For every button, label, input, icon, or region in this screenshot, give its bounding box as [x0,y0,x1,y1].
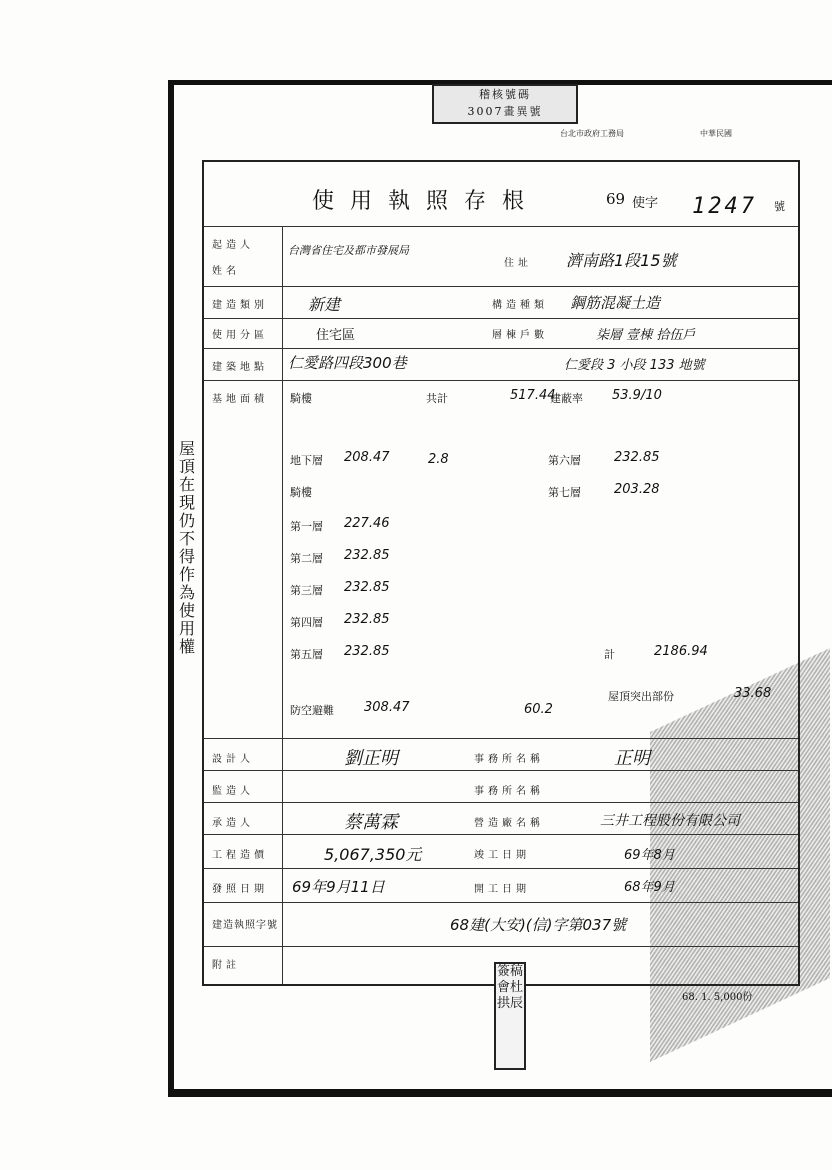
floor1-value: 227.46 [344,516,390,531]
form-word: 使字 [632,196,659,211]
supervisor-label: 監造人 [212,786,254,797]
contractor-label: 承造人 [212,818,254,829]
margin-note: 屋頂在現仍不得作為使用權 [178,439,195,656]
type-value: 新建 [308,295,341,314]
floor7-label: 第七層 [548,486,581,499]
floor2-value: 232.85 [344,548,390,563]
floors-value: 柒層 壹棟 拾伍戶 [596,328,696,343]
floors-label: 層棟戶數 [492,330,548,341]
issue-value: 69年9月11日 [292,878,385,896]
sum-value: 2186.94 [654,644,708,659]
floor3-value: 232.85 [344,580,390,595]
total-value: 517.44 [510,388,556,403]
top-note-left: 台北市政府工務局 [560,129,624,138]
shelter-label: 防空避難 [290,704,334,717]
header-stamp [432,84,578,124]
floor6-value: 232.85 [614,450,660,465]
company-value: 三井工程股份有限公司 [600,813,740,829]
floor-height: 2.8 [428,452,449,467]
use-label: 使用分區 [212,330,268,341]
permit-label: 建造執照字號 [212,920,278,931]
builder-label: 起造人 [212,240,254,251]
floor4-label: 第四層 [290,616,323,629]
office-value: 正明 [614,748,650,769]
floor2-label: 第二層 [290,552,323,565]
complete-label: 竣工日期 [474,850,530,861]
permit-value: 68建(大安)(信)字第037號 [450,916,627,934]
form-hao: 號 [774,200,785,213]
cost-label: 工程造價 [212,850,268,861]
structure-value: 鋼筋混凝土造 [570,294,661,312]
stamp-line2: 3007畫異號 [467,105,543,118]
complete-value: 69年8月 [624,848,675,863]
floor5-label: 第五層 [290,648,323,661]
address-value: 濟南路1段15號 [566,251,677,270]
top-note-right: 中華民國 [700,129,732,138]
roof-label: 屋頂突出部份 [608,690,674,703]
courtyard-value: 60.2 [524,702,553,717]
affiliated-label: 騎樓 [290,392,312,405]
stamp-line1: 稽核號碼 [479,88,531,101]
footer-print-run: 68. 1. 5,000份 [682,992,753,1003]
designer-value: 劉正明 [344,748,398,769]
site-value: 仁愛路四段300巷 [288,354,407,372]
address-label: 住址 [504,258,532,269]
form-title: 使用執照存根 [312,189,541,214]
area-label: 基地面積 [212,394,268,405]
sum-label: 計 [604,648,615,661]
affiliated-floor-label: 騎樓 [290,486,312,499]
cost-value: 5,067,350元 [324,845,422,864]
office-label-2: 事務所名稱 [474,786,544,797]
coverage-label: 建蔽率 [550,392,583,405]
floor7-value: 203.28 [614,482,660,497]
start-label: 開工日期 [474,884,530,895]
basement-label: 地下層 [290,454,323,467]
basement-value: 208.47 [344,450,390,465]
permit-form [202,160,800,986]
floor1-label: 第一層 [290,520,323,533]
section-value: 仁愛段 3 小段 133 地號 [564,358,705,373]
floor4-value: 232.85 [344,612,390,627]
approval-seal: 簽稿會杜拱辰 [494,962,526,1070]
coverage-value: 53.9/10 [612,388,662,403]
form-number: 1247 [692,194,757,219]
structure-label: 構造種類 [492,300,548,311]
use-value: 住宅區 [316,328,356,343]
form-year: 69 [606,190,626,208]
roof-value: 33.68 [734,686,772,701]
designer-label: 設計人 [212,754,254,765]
builder-name: 台灣省住宅及都市發展局 [288,244,409,257]
total-label: 共計 [426,392,448,405]
name-label: 姓名 [212,266,240,277]
type-label: 建造類別 [212,300,268,311]
company-label: 營造廠名稱 [474,818,544,829]
issue-label: 發照日期 [212,884,268,895]
office-label: 事務所名稱 [474,754,544,765]
start-value: 68年9月 [624,880,675,895]
shelter-value: 308.47 [364,700,410,715]
floor5-value: 232.85 [344,644,390,659]
site-label: 建築地點 [212,362,268,373]
note-label: 附註 [212,960,240,971]
floor6-label: 第六層 [548,454,581,467]
contractor-value: 蔡萬霖 [344,812,398,833]
floor3-label: 第三層 [290,584,323,597]
